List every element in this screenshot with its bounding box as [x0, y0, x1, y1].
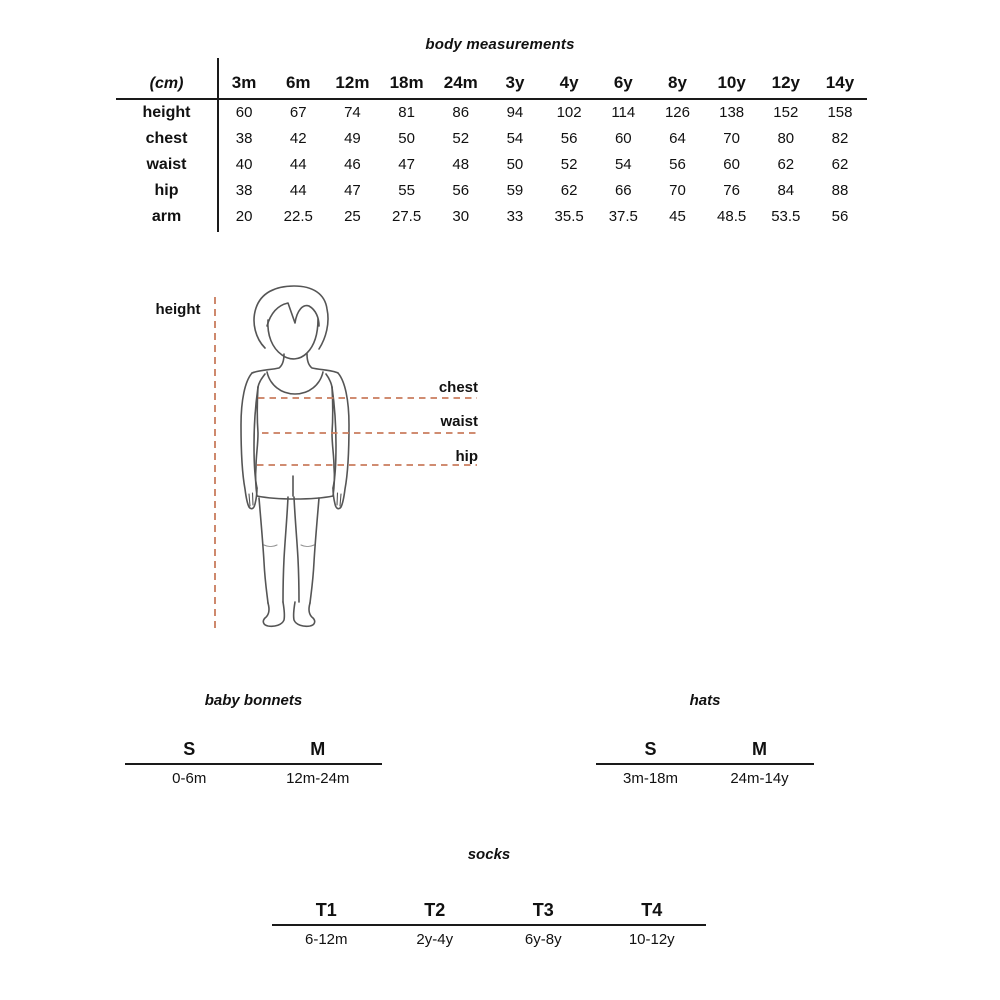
size-header-T1: T1	[315, 900, 337, 920]
measurement-value: 80	[777, 130, 795, 147]
column-header-3m: 3m	[231, 73, 257, 92]
row-label: chest	[145, 130, 188, 147]
table-header-row	[116, 58, 867, 100]
measurement-value: 27.5	[392, 208, 422, 225]
measurement-value: 40	[235, 156, 253, 173]
measurement-value: 60	[614, 130, 632, 147]
size-range: 6y-8y	[524, 931, 562, 948]
measurement-value: 50	[506, 156, 524, 173]
hip-label: hip	[455, 448, 478, 465]
socks-sizes-row	[272, 896, 706, 926]
measurement-value: 44	[289, 156, 307, 173]
measurement-value: 52	[560, 156, 578, 173]
measurement-value: 70	[669, 182, 686, 199]
measurement-value: 84	[777, 182, 795, 199]
figure-face	[268, 319, 318, 359]
measurement-value: 30	[452, 208, 470, 225]
measurement-value: 152	[773, 104, 799, 121]
measurement-value: 126	[664, 104, 690, 121]
measurement-value: 52	[452, 130, 470, 147]
measurement-value: 48.5	[717, 208, 747, 225]
measurement-value: 86	[452, 104, 470, 121]
size-range: 10-12y	[628, 931, 675, 948]
size-header-S: S	[644, 739, 657, 759]
measurement-value: 56	[831, 208, 849, 225]
measurement-row-height	[116, 100, 867, 126]
size-header-M: M	[752, 739, 767, 759]
table-body	[116, 100, 867, 230]
chest-label: chest	[438, 379, 478, 396]
column-header-18m: 18m	[389, 73, 424, 92]
measurement-value: 66	[614, 182, 632, 199]
measurement-value: 59	[506, 182, 524, 199]
hats-table	[596, 693, 814, 788]
figure-hairline	[267, 303, 319, 326]
figure-right-foot	[294, 602, 315, 626]
figure-left-leg	[259, 498, 268, 603]
column-header-8y: 8y	[668, 73, 687, 92]
measurement-value: 38	[235, 130, 253, 147]
hats-ranges-row	[596, 770, 814, 788]
size-header-T4: T4	[641, 900, 663, 920]
measurement-value: 62	[560, 182, 578, 199]
hats-sizes-row	[596, 735, 814, 765]
socks-title: socks	[467, 846, 511, 863]
measurement-value: 49	[344, 130, 361, 147]
size-range: 3m-18m	[622, 770, 678, 787]
measurement-row-arm	[116, 204, 867, 230]
measurement-value: 94	[506, 104, 524, 121]
column-header-6y: 6y	[613, 73, 633, 92]
size-range: 12m-24m	[286, 770, 350, 787]
measurement-value: 22.5	[283, 208, 313, 225]
measurement-row-hip	[116, 178, 867, 204]
measurement-value: 48	[452, 156, 470, 173]
measurement-value: 158	[827, 104, 853, 121]
measurement-value: 76	[723, 182, 740, 199]
size-header-M: M	[310, 739, 326, 759]
figure-tanktop-neckline	[267, 372, 323, 394]
measurement-value: 81	[398, 104, 415, 121]
unit-header: (cm)	[149, 75, 184, 92]
measurement-value: 62	[831, 156, 849, 173]
measurement-row-chest	[116, 126, 867, 152]
measurement-value: 54	[506, 130, 524, 147]
measurement-value: 33	[506, 208, 524, 225]
baby-bonnets-ranges-row	[125, 770, 382, 788]
measurement-row-waist	[116, 152, 867, 178]
measurement-value: 50	[398, 130, 415, 147]
measurement-value: 74	[344, 104, 361, 121]
column-header-10y: 10y	[717, 73, 746, 92]
column-header-12m: 12m	[335, 73, 370, 92]
size-header-T3: T3	[532, 900, 554, 920]
figure-shorts-hem	[257, 496, 333, 499]
row-label: hip	[154, 182, 179, 199]
measurement-value: 56	[560, 130, 578, 147]
measurement-value: 56	[452, 182, 470, 199]
measurement-value: 102	[556, 104, 582, 121]
column-header-12y: 12y	[771, 73, 800, 92]
measurement-value: 60	[235, 104, 253, 121]
figure-hair	[254, 286, 328, 349]
body-measurements-table	[116, 58, 867, 234]
baby-bonnets-sizes-row	[125, 735, 382, 765]
size-range: 24m-14y	[730, 770, 789, 787]
figure-right-leg	[310, 498, 319, 603]
size-header-S: S	[183, 739, 196, 759]
measurement-value: 38	[235, 182, 253, 199]
measurement-value: 47	[398, 156, 415, 173]
measurement-value: 45	[669, 208, 686, 225]
row-label: arm	[151, 208, 182, 225]
size-range: 2y-4y	[416, 931, 454, 948]
measurement-value: 62	[777, 156, 795, 173]
measurement-value: 82	[831, 130, 849, 147]
measurement-value: 25	[344, 208, 361, 225]
measurement-value: 70	[723, 130, 740, 147]
measurement-value: 20	[235, 208, 253, 225]
column-header-6m: 6m	[285, 73, 311, 92]
measurement-value: 35.5	[554, 208, 584, 225]
measurement-value: 114	[611, 104, 636, 121]
figure-left-foot	[263, 602, 284, 626]
measurement-value: 55	[398, 182, 415, 199]
row-label: waist	[146, 156, 187, 173]
column-header-3y: 3y	[505, 73, 525, 92]
column-header-24m: 24m	[443, 73, 478, 92]
measurement-value: 53.5	[771, 208, 801, 225]
measurement-value: 42	[289, 130, 307, 147]
measurement-value: 46	[344, 156, 361, 173]
row-label: height	[142, 104, 191, 121]
baby-bonnets-table	[125, 693, 382, 788]
size-range: 0-6m	[172, 770, 207, 787]
child-figure-illustration	[205, 282, 495, 642]
column-header-4y: 4y	[559, 73, 579, 92]
column-header-14y: 14y	[825, 73, 855, 92]
height-label: height	[155, 301, 201, 318]
hats-title: hats	[689, 692, 721, 709]
socks-ranges-row	[272, 931, 706, 949]
baby-bonnets-title: baby bonnets	[204, 692, 303, 709]
measurement-value: 64	[669, 130, 686, 147]
measurement-value: 54	[614, 156, 632, 173]
measurement-value: 88	[831, 182, 849, 199]
measurement-value: 138	[719, 104, 745, 121]
measurement-value: 60	[723, 156, 740, 173]
measurement-value: 56	[669, 156, 686, 173]
waist-label: waist	[440, 413, 478, 430]
socks-table	[272, 847, 706, 949]
measurement-value: 67	[289, 104, 307, 121]
table-vertical-rule	[217, 58, 219, 232]
size-range: 6-12m	[304, 931, 348, 948]
measurement-value: 44	[289, 182, 307, 199]
size-header-T2: T2	[424, 900, 446, 920]
page-title: body measurements	[425, 36, 575, 53]
measurement-value: 37.5	[608, 208, 638, 225]
measurement-value: 47	[344, 182, 361, 199]
